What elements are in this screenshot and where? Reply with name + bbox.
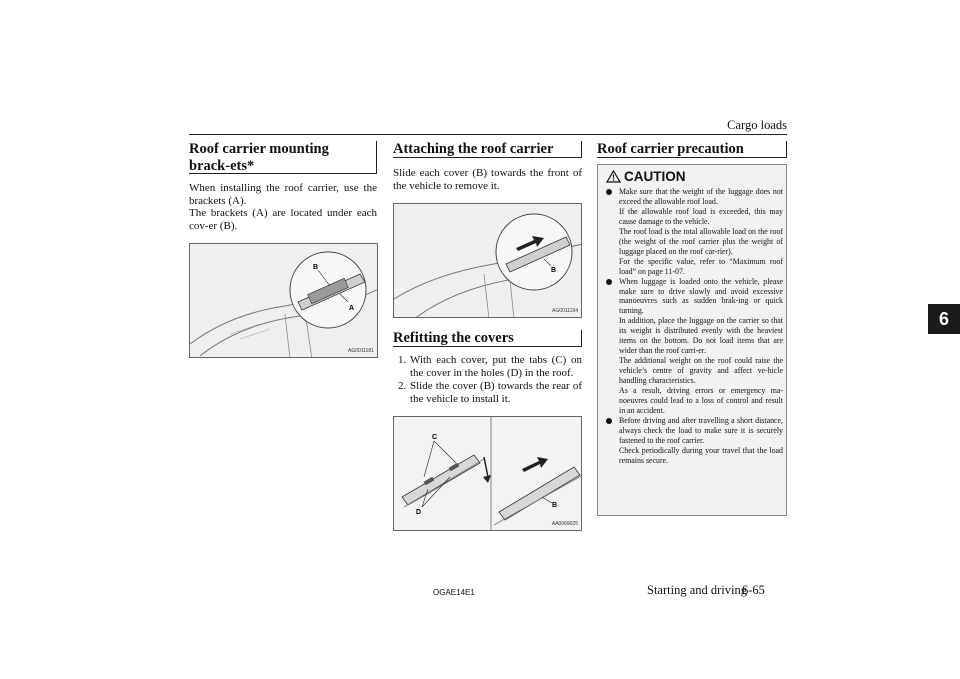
header-rule — [189, 134, 787, 135]
chapter-tab: 6 — [928, 304, 960, 334]
list-item: 2. Slide the cover (B) towards the rear of the vehicle to install it. — [398, 380, 582, 405]
section-heading-refitting: Refitting the covers — [393, 330, 582, 347]
caution-label: CAUTION — [624, 169, 686, 184]
figure-label-d: D — [416, 509, 422, 516]
caution-item: Before driving and after travelling a short distance, always check the load to make sure it is securely fastened to the roof carrier. Check periodically during your travel that the load remains secure. — [604, 416, 783, 466]
caution-item: When luggage is loaded onto the vehicle, please make sure to drive slowly and avoid excessive manoeuvres such as sudden brak-ing or quick turning. In addition, place the luggage on the carrier so that its weight is distributed evenly with the heaviest items on the bottom. Do not load items that are wider than the roof carri-er. The additional weight on the roof could raise the vehicle’s centre of gravity and affect ve-hicle handling characteristics. As a result, driving errors or emergency ma-noeuvres could lead to a loss of control and result in an accident. — [604, 277, 783, 416]
bullet-icon — [606, 418, 612, 424]
document-code: OGAE14E1 — [433, 588, 475, 597]
figure-code: AG0011194 — [552, 308, 578, 314]
refitting-steps — [393, 354, 582, 406]
section-heading-attaching: Attaching the roof carrier — [393, 141, 582, 158]
roof-cover-refit-illustration — [394, 417, 582, 531]
caution-box — [597, 164, 787, 516]
figure-mounting-brackets — [189, 243, 378, 358]
attaching-text: Slide each cover (B) towards the front of the vehicle to remove it. — [393, 167, 582, 192]
mounting-brackets-text — [189, 182, 377, 232]
figure-code: AG0011181 — [348, 348, 374, 354]
caution-item: Make sure that the weight of the luggage does not exceed the allowable roof load. If the allowable roof load is exceeded, this may cause damage to the vehicle. The roof load is the total allowable load on the roof (the weight of the roof carrier plus the weight of luggage placed on the roof car-rier). For the specific value, refer to “Maximum roof load” on page 11-07. — [604, 187, 783, 277]
figure-label-b: B — [313, 264, 319, 271]
footer-section-title: Starting and driving — [647, 583, 747, 597]
paragraph: The brackets (A) are located under each cov-er (B). — [189, 207, 377, 232]
running-header-title: Cargo loads — [727, 118, 787, 132]
page-number: 6-65 — [742, 583, 765, 597]
list-item: 1. With each cover, put the tabs (C) on the cover in the holes (D) in the roof. — [398, 354, 582, 379]
figure-code: AA0069025 — [551, 521, 578, 527]
figure-label-c: C — [432, 434, 438, 441]
bullet-icon — [606, 189, 612, 195]
figure-attaching — [393, 203, 582, 318]
figure-label-b: B — [552, 502, 558, 509]
caution-items — [604, 187, 783, 466]
figure-refitting — [393, 416, 582, 531]
figure-label-a: A — [349, 305, 355, 312]
warning-triangle-icon — [606, 170, 621, 183]
roof-cover-removal-illustration — [394, 204, 582, 318]
bullet-icon — [606, 279, 612, 285]
paragraph: When installing the roof carrier, use the brackets (A). — [189, 182, 377, 207]
caution-header — [606, 169, 686, 184]
figure-label-b: B — [551, 267, 557, 274]
section-heading-precaution: Roof carrier precaution — [597, 141, 787, 158]
car-roof-illustration — [190, 244, 378, 358]
section-heading-mounting-brackets: Roof carrier mounting brack-ets* — [189, 141, 377, 174]
